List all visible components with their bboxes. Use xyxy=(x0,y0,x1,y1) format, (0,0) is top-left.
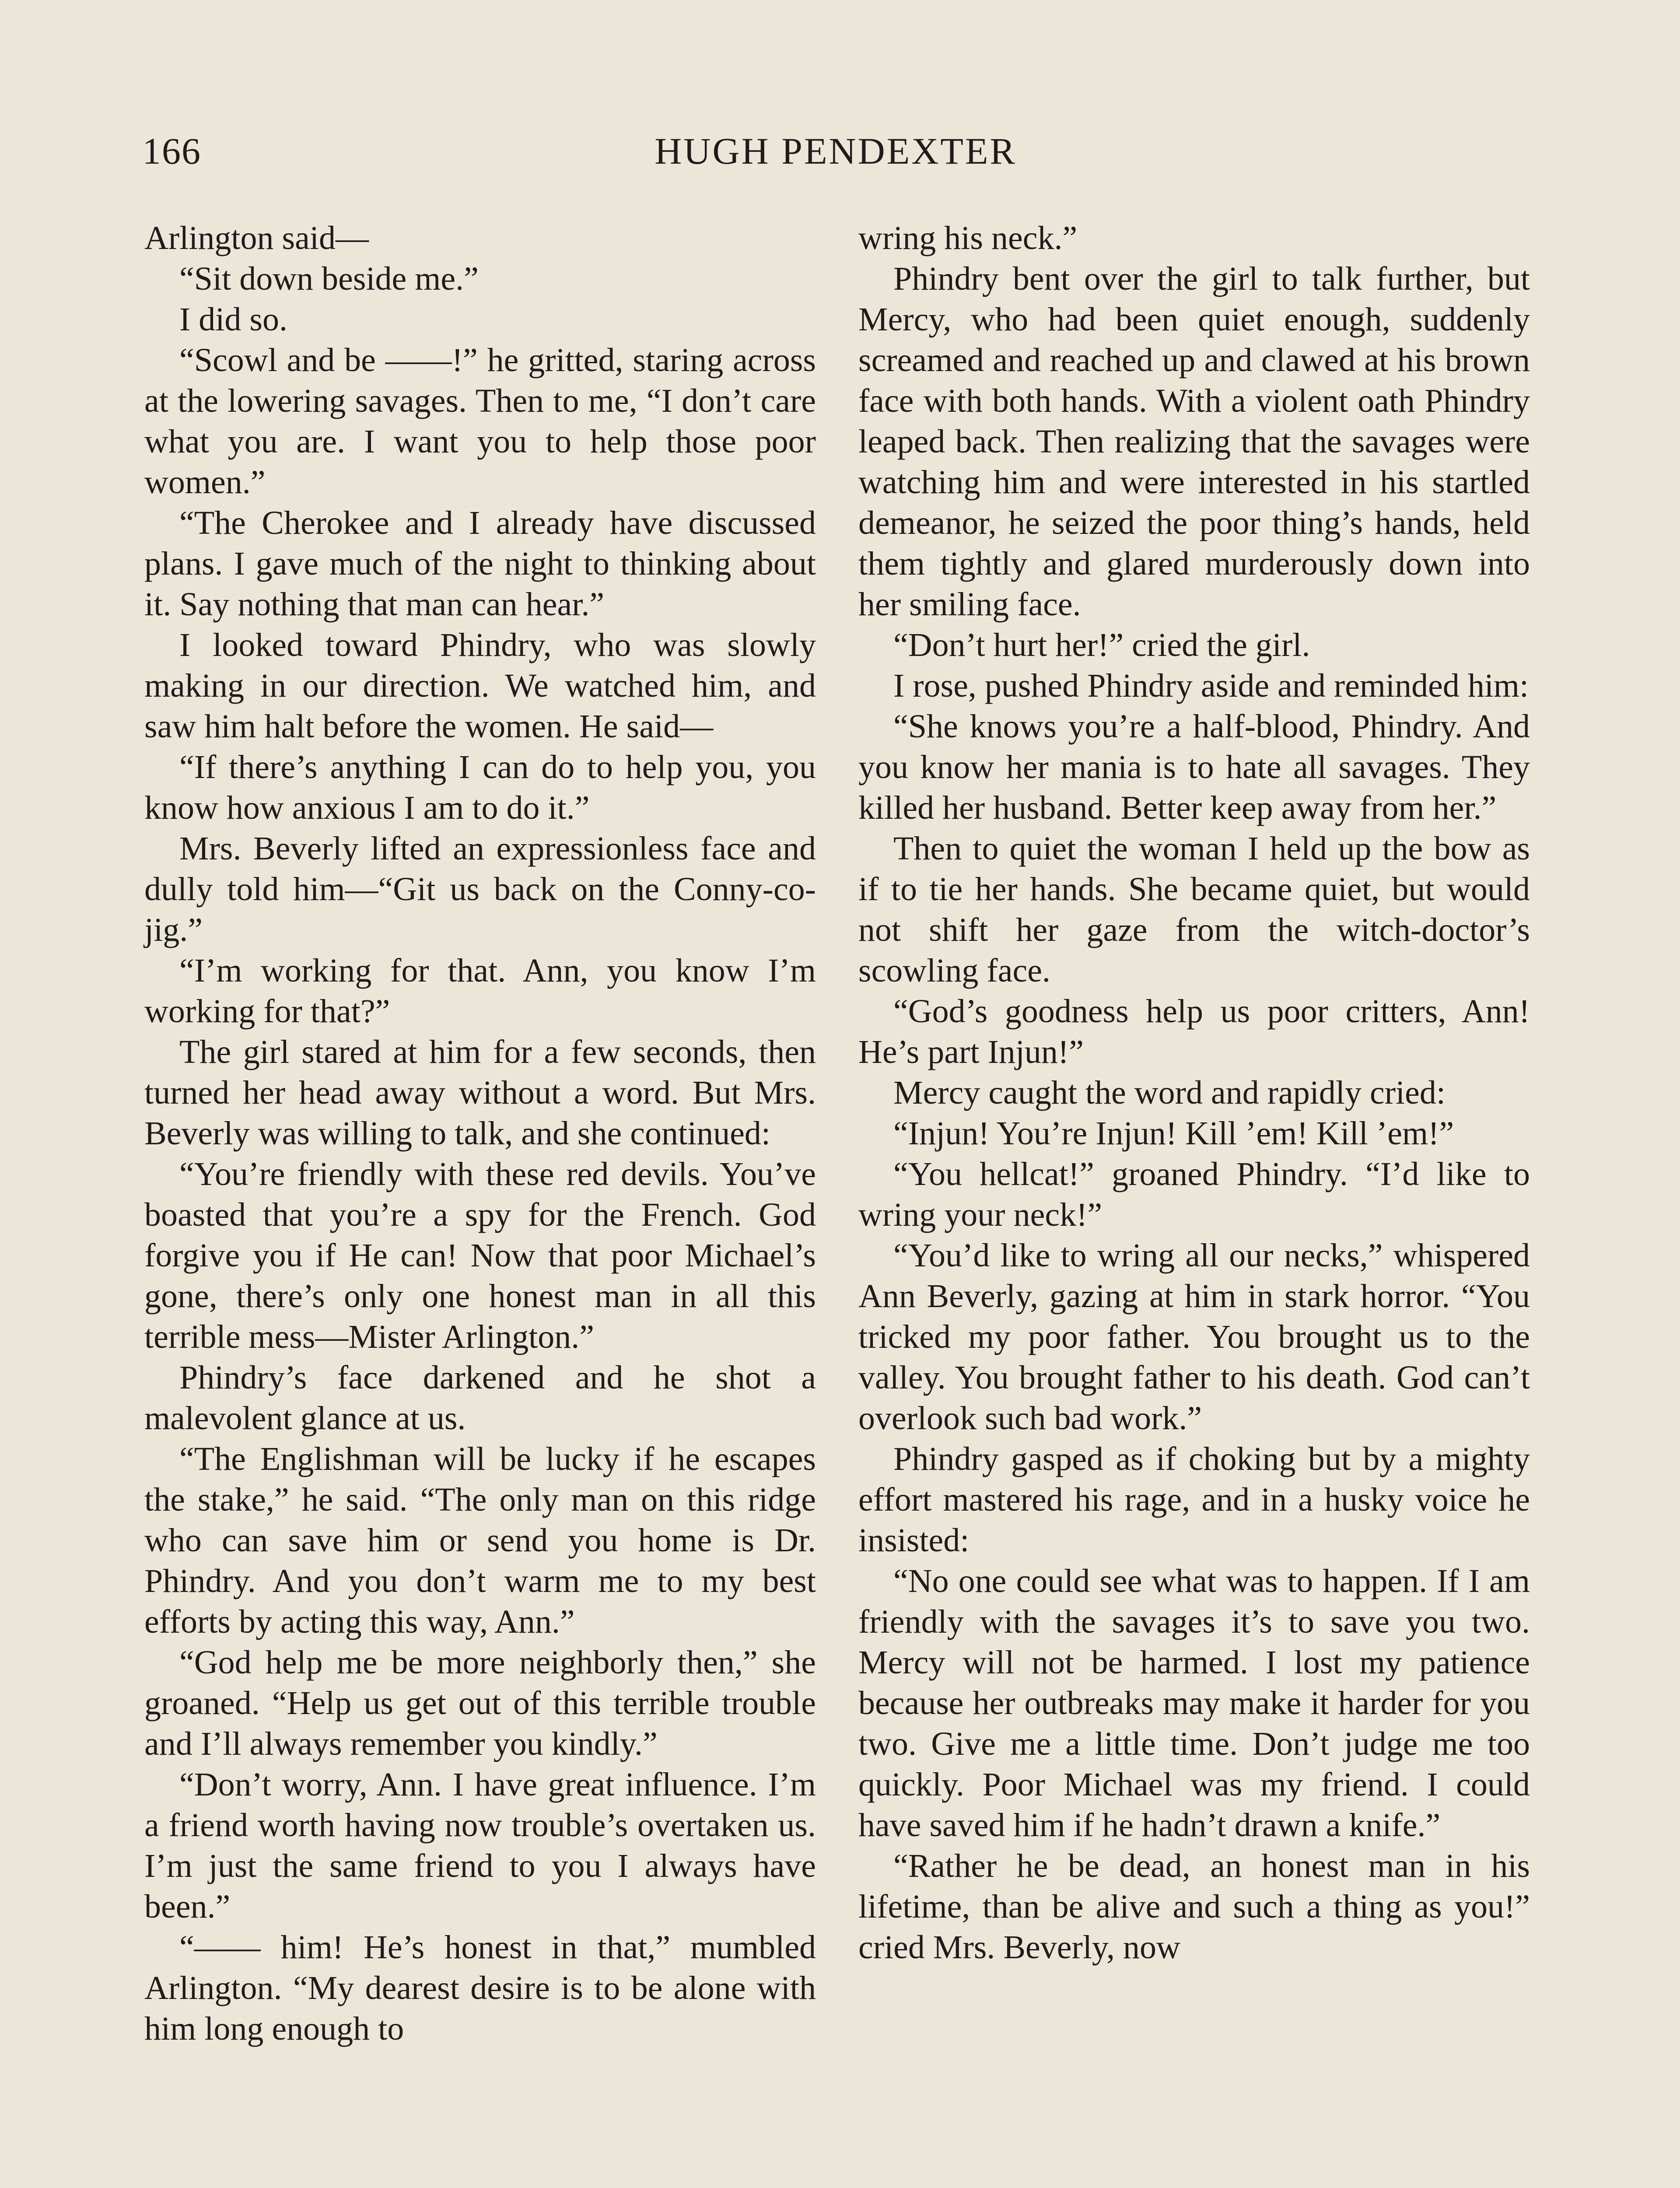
paragraph: Phindry gasped as if choking but by a mighty effort mastered his rage, and in a husky voice he insisted: xyxy=(858,1441,1530,1559)
right-text-column xyxy=(858,218,1530,1968)
paragraph: I rose, pushed Phindry aside and reminded him: xyxy=(893,667,1529,704)
page-number: 166 xyxy=(142,130,201,172)
paragraph: “Don’t worry, Ann. I have great influence. I’m a friend worth having now trouble’s overtaken us. I’m just the same friend to you I always have been.” xyxy=(144,1766,816,1925)
paragraph: “No one could see what was to happen. If I am friendly with the savages it’s to save you two. Mercy will not be harmed. I lost my patience because her outbreaks may make it harder for you two. Give me a little time. Don’t judge me too quickly. Poor Michael was my friend. I could have saved him if he hadn’t drawn a knife.” xyxy=(858,1563,1530,1844)
paragraph: Mercy caught the word and rapidly cried: xyxy=(893,1074,1446,1111)
running-head: HUGH PENDEXTER xyxy=(654,130,1017,172)
paragraph: Mrs. Beverly lifted an expressionless face and dully told him—“Git us back on the Conny-co-jig.” xyxy=(144,830,816,948)
paragraph: “Injun! You’re Injun! Kill ’em! Kill ’em!” xyxy=(893,1115,1454,1152)
paragraph: “You’d like to wring all our necks,” whispered Ann Beverly, gazing at him in stark horror. “You tricked my poor father. You brought us to the valley. You brought father to his death. God can’t overlook such bad work.” xyxy=(858,1237,1530,1437)
paragraph: Arlington said— xyxy=(144,220,369,256)
paragraph: “Sit down beside me.” xyxy=(179,260,479,297)
left-text-column xyxy=(144,218,816,2049)
paragraph: I did so. xyxy=(179,301,287,338)
paragraph: wring his neck.” xyxy=(858,220,1078,256)
paragraph: “—— him! He’s honest in that,” mumbled Arlington. “My dearest desire is to be alone with him long enough to xyxy=(144,1929,816,2047)
paragraph: “God help me be more neighborly then,” she groaned. “Help us get out of this terrible trouble and I’ll always remember you kindly.” xyxy=(144,1644,816,1762)
paragraph: “The Cherokee and I already have discussed plans. I gave much of the night to thinking about it. Say nothing that man can hear.” xyxy=(144,505,816,623)
paragraph: “She knows you’re a half-blood, Phindry. And you know her mania is to hate all savages. They killed her husband. Better keep away from her.” xyxy=(858,708,1530,826)
page-header xyxy=(142,125,1529,182)
paragraph: The girl stared at him for a few seconds, then turned her head away without a word. But Mrs. Beverly was willing to talk, and she continued: xyxy=(144,1034,816,1152)
paragraph: “The Englishman will be lucky if he escapes the stake,” he said. “The only man on this ridge who can save him or send you home is Dr. Phindry. And you don’t warm me to my best efforts by acting this way, Ann.” xyxy=(144,1441,816,1640)
paragraph: I looked toward Phindry, who was slowly making in our direction. We watched him, and saw him halt before the women. He said— xyxy=(144,627,816,745)
paragraph: “Scowl and be ——!” he gritted, staring across at the lowering savages. Then to me, “I don’t care what you are. I want you to help those poor women.” xyxy=(144,342,816,501)
paragraph: “If there’s anything I can do to help you, you know how anxious I am to do it.” xyxy=(144,749,816,826)
paragraph: Then to quiet the woman I held up the bow as if to tie her hands. She became quiet, but would not shift her gaze from the witch-doctor’s scowling face. xyxy=(858,830,1530,989)
paragraph: “God’s goodness help us poor critters, Ann! He’s part Injun!” xyxy=(858,993,1530,1070)
paragraph: “You hellcat!” groaned Phindry. “I’d like to wring your neck!” xyxy=(858,1156,1530,1233)
paragraph: “Don’t hurt her!” cried the girl. xyxy=(893,627,1310,663)
paragraph: “Rather he be dead, an honest man in his lifetime, than be alive and such a thing as you!” cried Mrs. Beverly, now xyxy=(858,1848,1530,1966)
paragraph: “I’m working for that. Ann, you know I’m working for that?” xyxy=(144,952,816,1030)
paragraph: “You’re friendly with these red devils. You’ve boasted that you’re a spy for the French. God forgive you if He can! Now that poor Michael’s gone, there’s only one honest man in all this terrible mess—Mister Arlington.” xyxy=(144,1156,816,1355)
paragraph: Phindry bent over the girl to talk further, but Mercy, who had been quiet enough, suddenly screamed and reached up and clawed at his brown face with both hands. With a violent oath Phindry leaped back. Then realizing that the savages were watching him and were interested in his startled demeanor, he seized the poor thing’s hands, held them tightly and glared murderously down into her smiling face. xyxy=(858,260,1530,623)
paragraph: Phindry’s face darkened and he shot a malevolent glance at us. xyxy=(144,1359,816,1437)
